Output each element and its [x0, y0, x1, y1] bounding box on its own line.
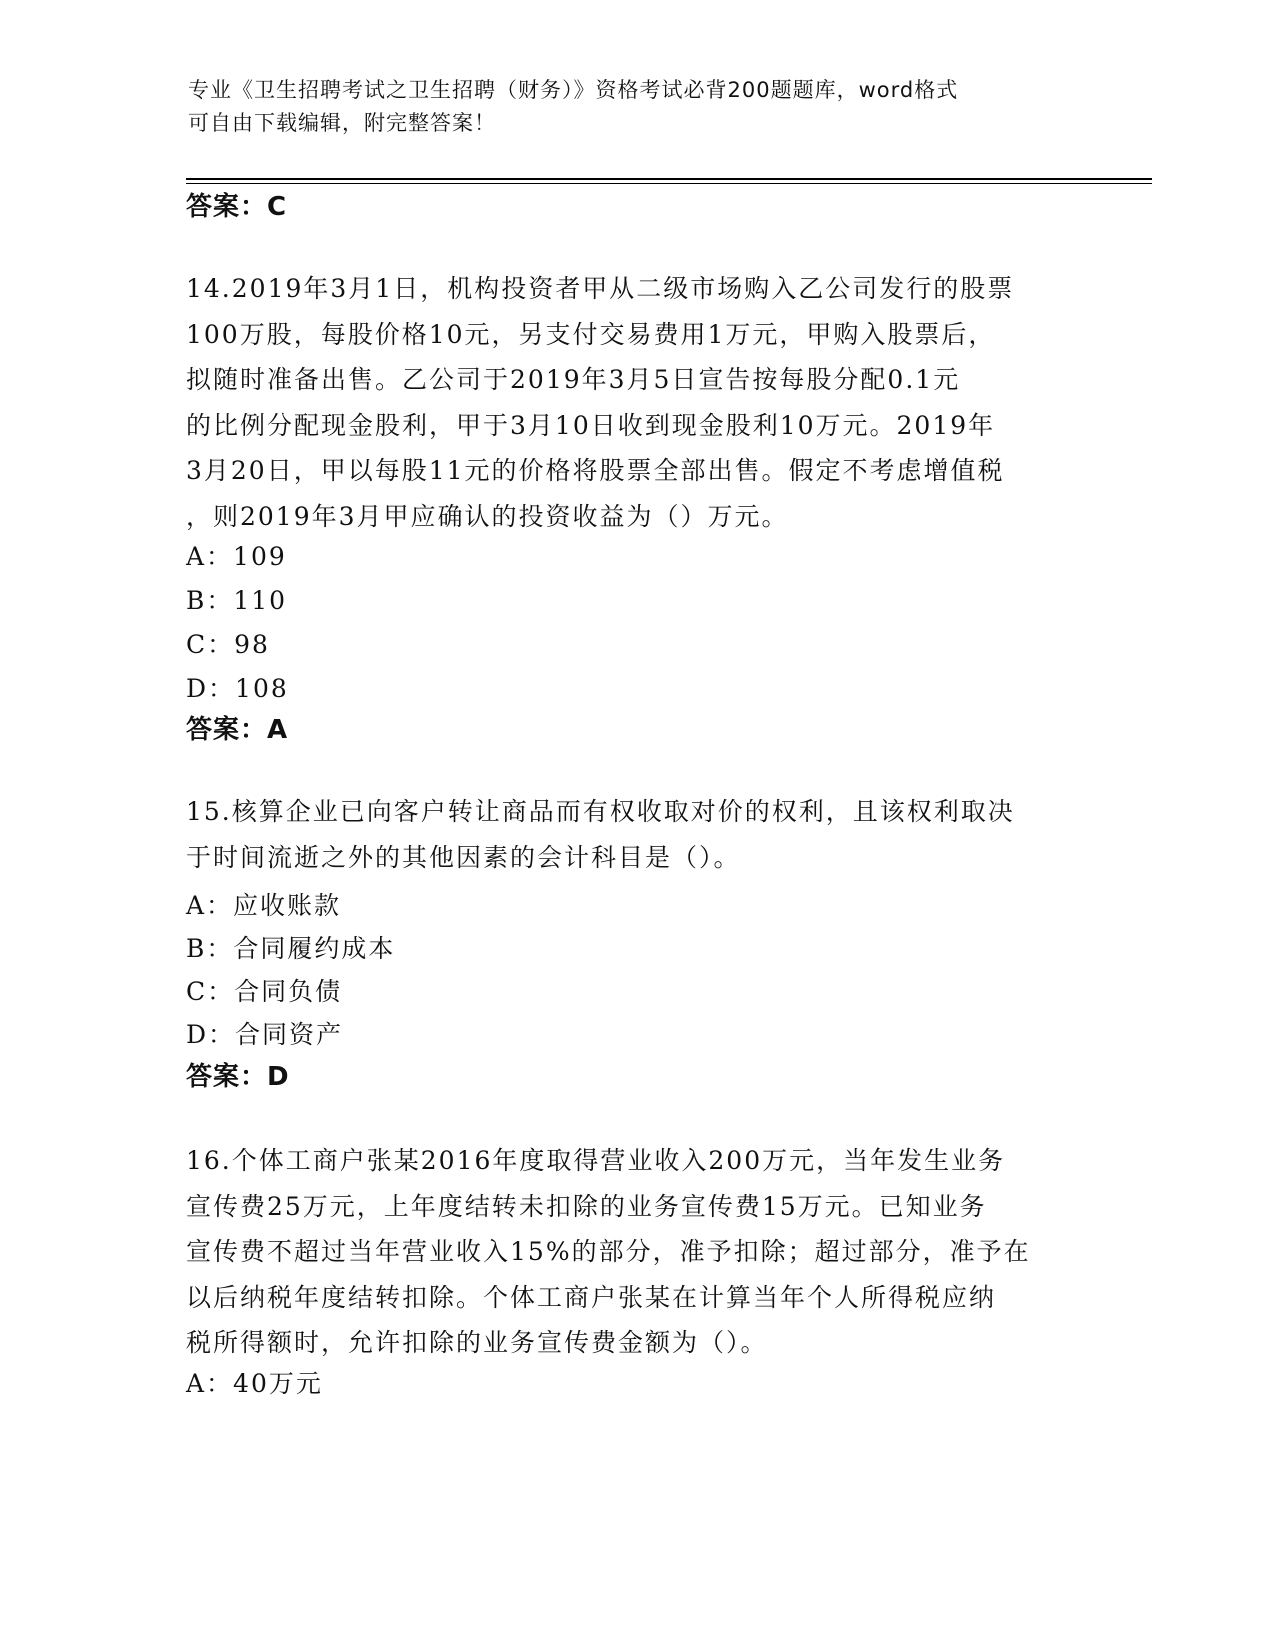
question-line: 100万股，每股价格10元，另支付交易费用1万元，甲购入股票后， [186, 319, 996, 349]
answer-prev: 答案：C [186, 192, 288, 222]
q14-answer: 答案：A [186, 715, 289, 745]
q16-option-a: A：40万元 [186, 1369, 323, 1398]
q15-option-d: D：合同资产 [186, 1020, 344, 1049]
q14-option-b: B：110 [186, 586, 288, 615]
question-line: 宣传费不超过当年营业收入15%的部分，准予扣除；超过部分，准予在 [186, 1237, 1031, 1267]
header-rule-top [186, 178, 1152, 180]
question-line: 宣传费25万元，上年度结转未扣除的业务宣传费15万元。已知业务 [186, 1191, 987, 1221]
question-15 [186, 789, 1086, 880]
question-line: 税所得额时，允许扣除的业务宣传费金额为（）。 [186, 1328, 768, 1358]
header-rule-bottom [186, 183, 1152, 184]
q15-option-c: C：合同负债 [186, 977, 343, 1006]
header-line-1: 专业《卫生招聘考试之卫生招聘（财务）》资格考试必背200题题库，word格式 [188, 78, 959, 102]
q14-option-d: D：108 [186, 674, 289, 703]
question-line: 15.核算企业已向客户转让商品而有权收取对价的权利，且该权利取决 [186, 797, 1015, 826]
q15-option-b: B：合同履约成本 [186, 934, 396, 963]
q14-option-c: C：98 [186, 630, 270, 659]
document-header [188, 74, 1088, 140]
header-line-2: 可自由下载编辑，附完整答案！ [188, 111, 496, 135]
question-line: ，则2019年3月甲应确认的投资收益为（）万元。 [186, 501, 789, 531]
q14-option-a: A：109 [186, 542, 287, 571]
q15-answer: 答案：D [186, 1062, 290, 1092]
q15-option-a: A：应收账款 [186, 891, 342, 920]
question-line: 3月20日，甲以每股11元的价格将股票全部出售。假定不考虑增值税 [186, 456, 1005, 486]
question-line: 16.个体工商户张某2016年度取得营业收入200万元，当年发生业务 [186, 1146, 1006, 1175]
question-16 [186, 1138, 1086, 1366]
question-line: 拟随时准备出售。乙公司于2019年3月5日宣告按每股分配0.1元 [186, 365, 961, 395]
question-14 [186, 266, 1086, 540]
question-line: 的比例分配现金股利，甲于3月10日收到现金股利10万元。2019年 [186, 410, 996, 440]
question-line: 以后纳税年度结转扣除。个体工商户张某在计算当年个人所得税应纳 [186, 1282, 997, 1312]
question-line: 14.2019年3月1日，机构投资者甲从二级市场购入乙公司发行的股票 [186, 274, 1015, 303]
question-line: 于时间流逝之外的其他因素的会计科目是（）。 [186, 842, 741, 872]
